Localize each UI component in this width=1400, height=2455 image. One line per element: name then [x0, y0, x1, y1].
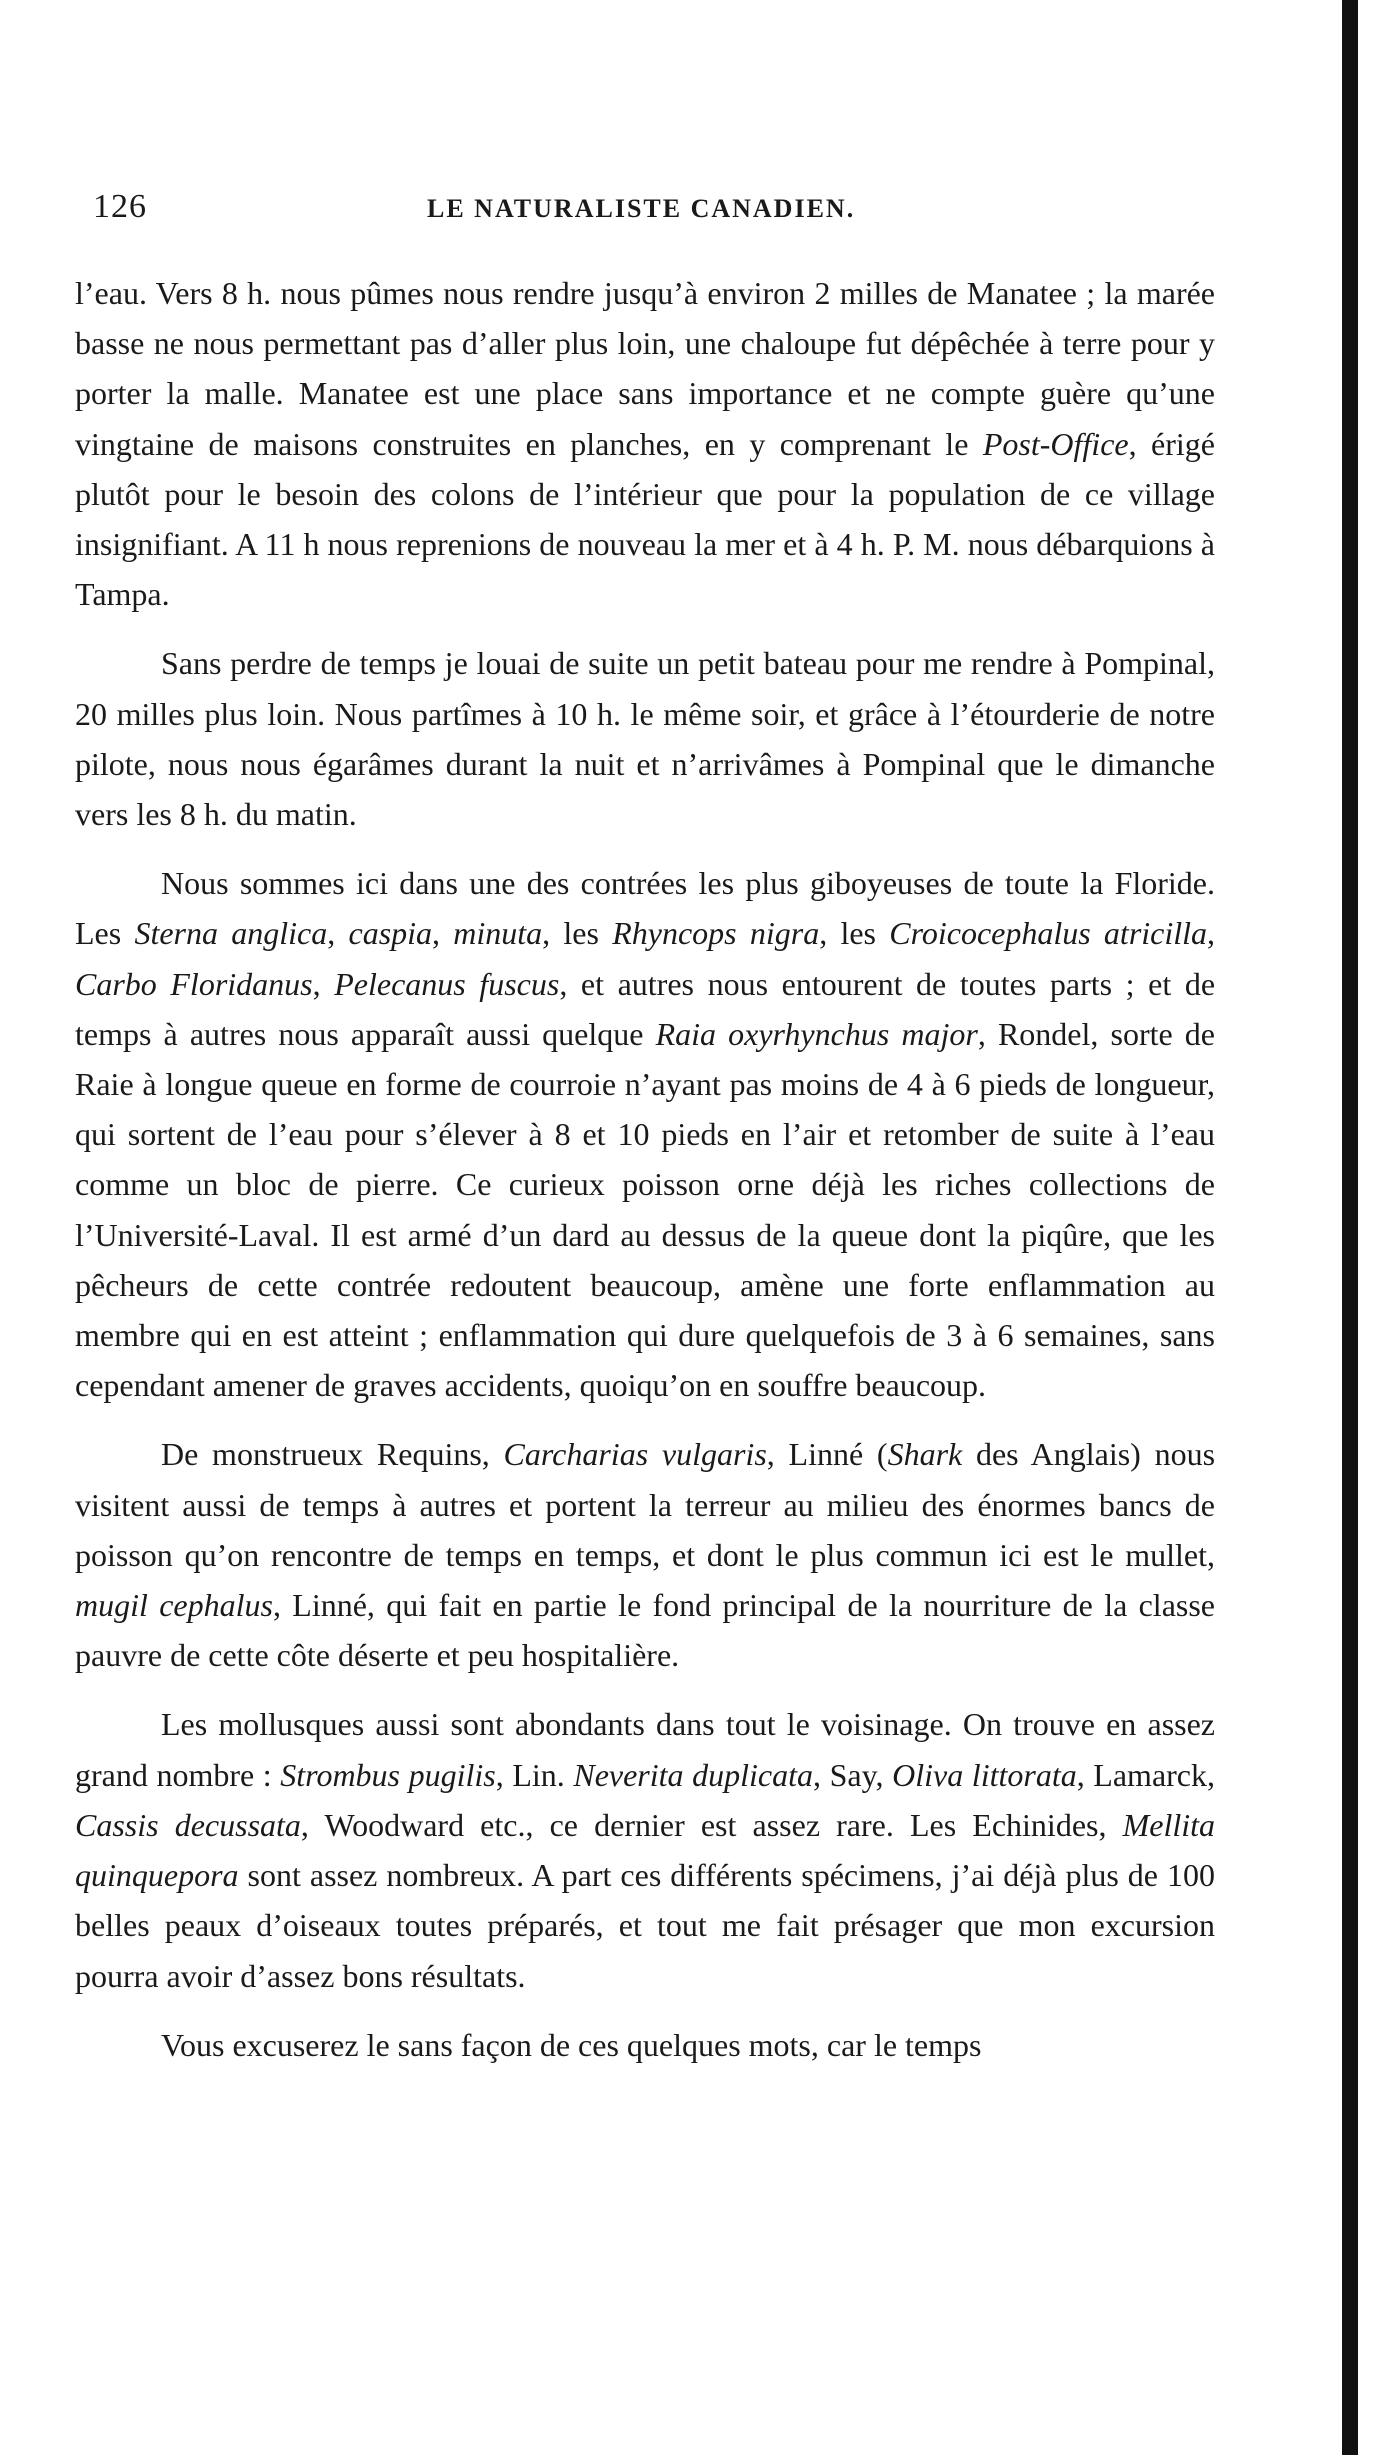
italic-term: Strombus pugilis — [280, 1756, 496, 1793]
italic-term: Pelecanus fuscus — [334, 965, 560, 1002]
italic-term: caspia — [348, 915, 433, 952]
paragraph — [75, 1699, 1215, 2000]
text-run: , Lin. — [495, 1756, 574, 1793]
italic-term: Croicocephalus atricilla — [889, 915, 1208, 952]
text-run: , — [432, 915, 454, 952]
page-edge-shadow — [1342, 0, 1358, 2455]
text-run: , Linné ( — [766, 1436, 888, 1473]
text-run: , et autres nous entourent de toutes parts ; et de temps à autres nous apparaît aussi quelque — [75, 965, 1216, 1052]
italic-term: Carcharias vulgaris — [503, 1436, 767, 1473]
italic-term: Shark — [887, 1436, 963, 1473]
italic-term: Raia oxyrhynchus major — [655, 1015, 978, 1052]
running-head: LE NATURALISTE CANADIEN. — [427, 194, 856, 223]
italic-term: Cassis decussata — [75, 1806, 301, 1843]
text-run: , les — [819, 915, 890, 952]
italic-term: mugil cephalus — [75, 1587, 273, 1624]
paragraph — [75, 638, 1215, 839]
text-run: , — [327, 915, 349, 952]
page-header — [93, 188, 1203, 238]
text-run: Vous excuserez le sans façon de ces quelques mots, car le temps — [161, 2026, 982, 2063]
text-run: , Say, — [813, 1756, 893, 1793]
italic-term: Sterna anglica — [134, 915, 328, 952]
italic-term: Oliva littorata — [892, 1756, 1077, 1793]
text-run: Les mollusques aussi sont abondants dans tout le voisinage. On trouve en assez grand nombre : — [75, 1706, 1215, 1793]
italic-term: Mellita quinquepora — [75, 1806, 1216, 1894]
text-run: , Woodward etc., ce dernier est assez rare. Les Echinides, — [300, 1806, 1123, 1843]
text-run: sont assez nombreux. A part ces différents spécimens, j’ai déjà plus de 100 belles peaux d’oiseaux toutes préparés, et tout me fait présager que mon excursion pourra avoir d’assez bons résultats. — [75, 1857, 1215, 1994]
text-run: , Lamarck, — [1076, 1756, 1215, 1793]
italic-term: minuta — [453, 915, 543, 952]
text-run: De monstrueux Requins, — [161, 1436, 504, 1473]
text-run: Nous sommes ici dans une des contrées les plus giboyeuses de toute la Floride. Les — [75, 865, 1215, 952]
paragraph — [75, 1429, 1215, 1680]
text-run: Sans perdre de temps je louai de suite un petit bateau pour me rendre à Pompinal, 20 milles plus loin. Nous partîmes à 10 h. le même soir, et grâce à l’étourderie de notre pilote, nous nous égarâmes durant la nuit et n’arrivâmes à Pompinal que le dimanche vers les 8 h. du matin. — [75, 645, 1215, 833]
text-run: des Anglais) nous visitent aussi de temps à autres et portent la terreur au milieu des énormes bancs de poisson qu’on rencontre de temps en temps, et dont le plus commun ici est le mullet, — [75, 1436, 1216, 1573]
italic-term: Neverita duplicata — [573, 1756, 813, 1793]
body-text — [75, 268, 1215, 2070]
text-run: l’eau. Vers 8 h. nous pûmes nous rendre jusqu’à environ 2 milles de Manatee ; la marée basse ne nous permettant pas d’aller plus loin, une chaloupe fut dépêchée à terre pour y porter la malle. Manatee est une place sans importance et ne compte guère qu’une vingtaine de maisons construites en planches, en y comprenant le — [75, 275, 1215, 462]
paragraph — [75, 858, 1215, 1410]
text-run: , Rondel, sorte de Raie à longue queue en forme de courroie n’ayant pas moins de 4 à 6 pieds de longueur, qui sortent de l’eau pour s’élever à 8 et 10 pieds en l’air et retomber de suite à l’eau comme un bloc de pierre. Ce curieux poisson orne déjà les riches collections de l’Université-Laval. Il est armé d’un dard au dessus de la queue dont la piqûre, que les pêcheurs de cette contrée redoutent beaucoup, amène une forte enflammation au membre qui en est atteint ; enflammation qui dure quelquefois de 3 à 6 semaines, sans cependant amener de graves accidents, quoiqu’on en souffre beaucoup. — [75, 1015, 1216, 1404]
paragraph — [75, 268, 1215, 619]
text-run: , — [312, 965, 335, 1002]
text-run: , Linné, qui fait en partie le fond principal de la nourriture de la classe pauvre de cette côte déserte et peu hospitalière. — [75, 1587, 1216, 1674]
page-number: 126 — [93, 188, 147, 225]
italic-term: Rhyncops nigra — [612, 915, 820, 952]
text-run: , les — [542, 915, 613, 952]
italic-term: Post-Office — [982, 425, 1129, 462]
italic-term: Carbo Floridanus — [75, 965, 313, 1002]
paragraph — [75, 2020, 1215, 2070]
text-run: , — [1207, 915, 1216, 952]
text-run: , érigé plutôt pour le besoin des colons de l’intérieur que pour la population de ce village insignifiant. A 11 h nous reprenions de nouveau la mer et à 4 h. P. M. nous débarquions à Tampa. — [75, 425, 1216, 613]
